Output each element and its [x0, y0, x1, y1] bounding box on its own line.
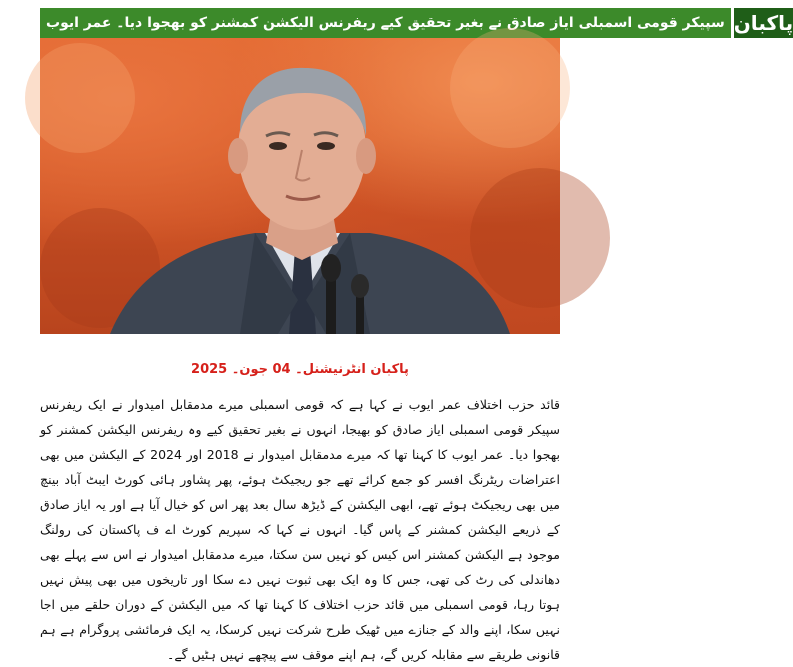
- news-photo: [40, 38, 560, 334]
- dateline: پاکبان انٹرنیشنل۔ 04 جون۔ 2025: [191, 362, 409, 377]
- brand-logo: پاکبان: [734, 8, 793, 38]
- headline-text: سپیکر قومی اسمبلی ایاز صادق نے بغیر تحقیق کیے ریفرنس الیکشن کمشنر کو بھجوا دیا۔ عمر ایوب: [40, 8, 734, 38]
- portrait-icon: [40, 38, 560, 334]
- headline-bar: [40, 8, 793, 38]
- article-paragraph: قائد حزب اختلاف عمر ایوب نے کہا ہے کہ قومی اسمبلی میرے مدمقابل امیدوار نے ایک ریفرنس سپیکر قومی اسمبلی ایاز صادق کو بھیجا، انہوں نے بغیر تحقیق کیے وہ ریفرنس الیکشن کمشنر کو بھجوا دیا۔ عمر ایوب کا کہنا تھا کہ میرے مدمقابل امیدوار نے 2018 اور 2024 کے الیکشن میں بھی اعتراضات ریٹرنگ افسر کو جمع کرائے تھے جو ریجیکٹ ہوئے، پھر پشاور ہائی کورٹ ایبٹ آباد بینچ میں بھی ریجیکٹ ہوئے تھے، ابھی الیکشن کے ڈیڑھ سال بعد پھر اس کو خیال آیا ہے اور یہ ایاز صادق کے ذریعے الیکشن کمشنر کے پاس گیا۔ انہوں نے کہا کہ سپریم کورٹ اے ف پاکستان کی رولنگ موجود ہے الیکشن کمشنر اس کیس کو نہیں سن سکتا، میرے مدمقابل امیدوار نے اس سے پہلے بھی دھاندلی کی رٹ کی تھی، جس کا وہ ایک بھی ثبوت نہیں دے سکا اور تاریخوں میں بھی پیش نہیں ہوتا رہا، قومی اسمبلی میں قائد حزب اختلاف کا کہنا تھا کہ میں الیکشن کے دوران حلقے میں اجا نہیں سکا، اپنے والد کے جنازے میں ٹھیک طرح شرکت نہیں کرسکا، یہ ایک فرمائشی پروگرام ہے ہم قانونی طریقے سے مقابلہ کریں گے، ہم اپنے موقف سے پیچھے نہیں ہٹیں گے۔: [40, 397, 561, 662]
- article-body: [40, 392, 560, 667]
